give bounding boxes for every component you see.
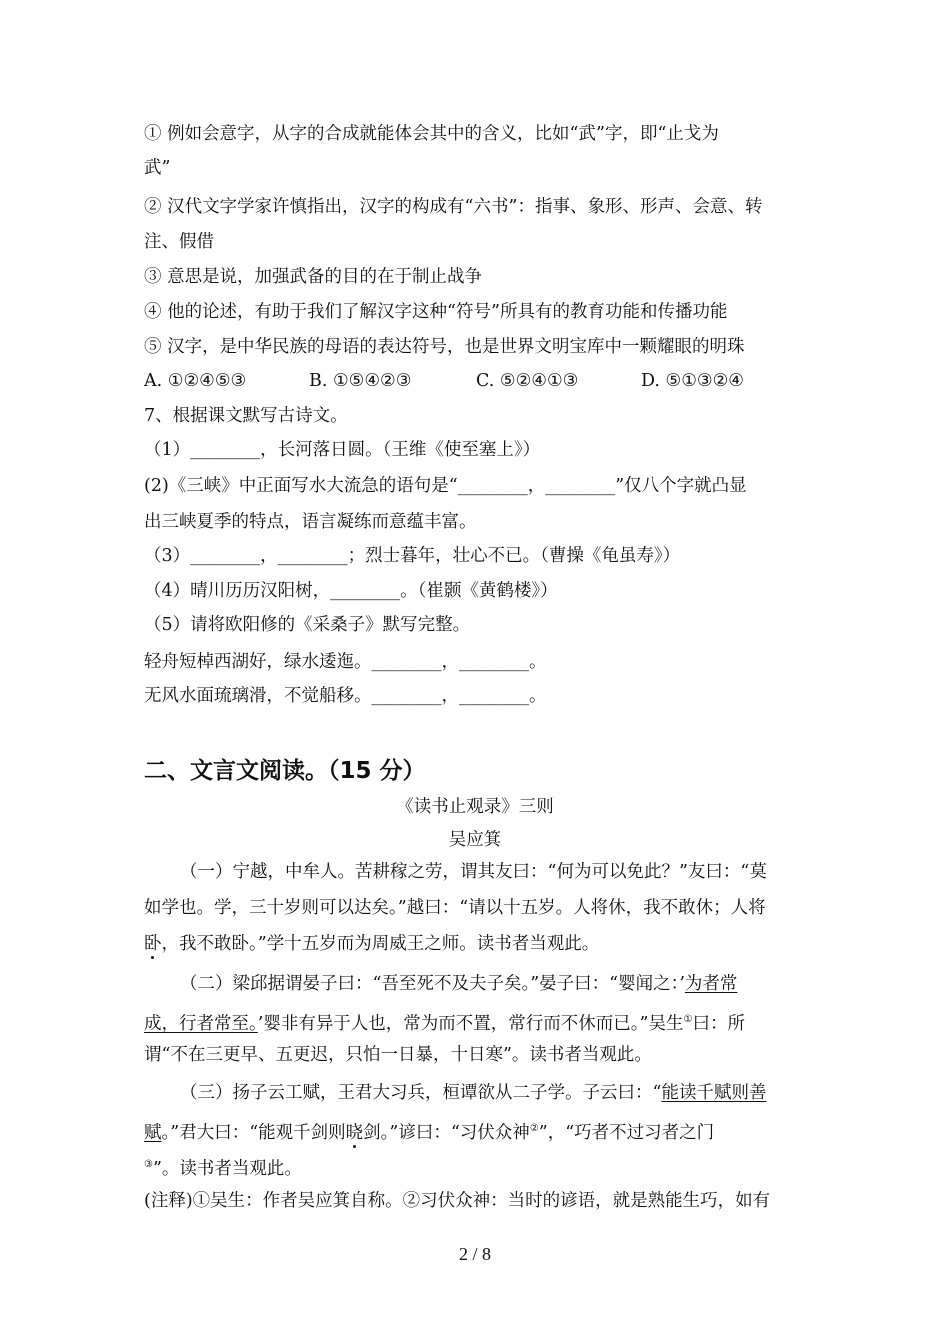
question-7-item-3: （3）________，________；烈士暮年，壮心不已。（曹操《龟虽寿》） <box>144 546 681 566</box>
paragraph-3-line-2-text-b: 剑。”谚曰：“习伏众神 <box>363 1123 530 1143</box>
question-7-item-4: （4）晴川历历汉阳树，________。（崔颢《黄鹤楼》） <box>144 581 558 601</box>
paragraph-2-line-2 <box>144 1008 745 1036</box>
choice-c: C. ⑤②④①③ <box>476 371 579 391</box>
option-sentence-2-cont: 注、假借 <box>144 232 214 252</box>
option-sentence-4: ④ 他的论述，有助于我们了解汉字这种“符号”所具有的教育功能和传播功能 <box>144 302 728 322</box>
underlined-phrase-2-cont: 赋 <box>144 1123 162 1143</box>
option-sentence-2: ② 汉代文字学家许慎指出，汉字的构成有“六书”：指事、象形、形声、会意、转 <box>144 197 763 217</box>
underlined-phrase: 为者常 <box>684 974 738 994</box>
paragraph-3-line-2 <box>144 1117 714 1145</box>
paragraph-2-line-3: 谓“不在三更早、五更迟，只怕一日暴，十日寒”。读书者当观此。 <box>144 1045 652 1065</box>
passage-title: 《读书止观录》三则 <box>396 797 554 817</box>
question-7-item-2: (2)《三峡》中正面写水大流急的语句是“________，________”仅八个字就凸显 <box>144 476 747 496</box>
paragraph-3-line-3-text: ”。读书者当观此。 <box>152 1159 302 1179</box>
paragraph-2-line-1-text: （二）梁邱据谓晏子曰：“吾至死不及夫子矣。”晏子曰：“婴闻之：’ <box>180 974 685 994</box>
option-sentence-3: ③ 意思是说，加强武备的目的在于制止战争 <box>144 267 483 287</box>
paragraph-3-line-3 <box>144 1153 302 1181</box>
passage-author: 吴应箕 <box>448 830 502 850</box>
paragraph-1-line-3 <box>144 932 599 956</box>
paragraph-2-line-2-text: ’婴非有异于人也，常为而不置，常行而不休而已。”吴生 <box>257 1014 684 1034</box>
section-heading: 二、文言文阅读。（15 分） <box>144 758 426 784</box>
footnote-marker-1: ① <box>683 1014 693 1025</box>
question-7-title: 7、根据课文默写古诗文。 <box>144 406 348 426</box>
question-7-item-2-cont: 出三峡夏季的特点，语言凝练而意蕴丰富。 <box>144 512 477 532</box>
option-sentence-1: ① 例如会意字，从字的合成就能体会其中的含义，比如“武”字，即“止戈为 <box>144 124 719 144</box>
choice-d: D. ⑤①③②④ <box>641 371 744 391</box>
paragraph-2-line-2-end: 曰：所 <box>692 1014 745 1034</box>
paragraph-1-line-1: （一）宁越，中牟人。苦耕稼之劳，谓其友曰：“何为可以免此？”友曰：“莫 <box>180 862 767 882</box>
option-sentence-1-cont: 武” <box>144 158 171 178</box>
emphasis-character-2: 晓 <box>345 1123 364 1143</box>
paragraph-2-line-1 <box>180 972 737 996</box>
footnote-marker-2: ② <box>529 1123 539 1134</box>
underlined-phrase-2: 能读千赋则善 <box>661 1083 767 1103</box>
choice-b: B. ①⑤④②③ <box>309 371 412 391</box>
paragraph-3-line-2-text-a: 。”君大曰：“能观千剑则 <box>161 1123 346 1143</box>
annotation-note: (注释)①吴生：作者吴应箕自称。②习伏众神：当时的谚语，就是熟能生巧，如有 <box>144 1191 771 1211</box>
paragraph-3-line-2-end: ”，“巧者不过习者之门 <box>538 1123 715 1143</box>
page-number: 2 / 8 <box>458 1244 491 1264</box>
question-7-poem-line-1: 轻舟短棹西湖好，绿水逶迤。________，________。 <box>144 652 547 672</box>
footnote-marker-3: ③ <box>144 1159 153 1170</box>
emphasis-character: 卧 <box>144 934 162 954</box>
option-sentence-5: ⑤ 汉字，是中华民族的母语的表达符号，也是世界文明宝库中一颗耀眼的明珠 <box>144 337 745 357</box>
choice-a: A. ①②④⑤③ <box>144 371 247 391</box>
paragraph-1-line-2: 如学也。学，三十岁则可以达矣。”越曰：“请以十五岁。人将休，我不敢休；人将 <box>144 898 766 918</box>
underlined-phrase-cont: 成，行者常至。 <box>144 1014 258 1034</box>
paragraph-1-line-3-text: ，我不敢卧。”学十五岁而为周威王之师。读书者当观此。 <box>161 934 600 954</box>
question-7-item-1: （1）________，长河落日圆。（王维《使至塞上》） <box>144 440 541 460</box>
question-7-item-5: （5）请将欧阳修的《采桑子》默写完整。 <box>144 615 471 635</box>
paragraph-3-line-1-text: （三）扬子云工赋，王君大习兵，桓谭欲从二子学。子云曰：“ <box>180 1083 662 1103</box>
paragraph-3-line-1 <box>180 1081 766 1105</box>
question-7-poem-line-2: 无风水面琉璃滑，不觉船移。________，________。 <box>144 686 547 706</box>
